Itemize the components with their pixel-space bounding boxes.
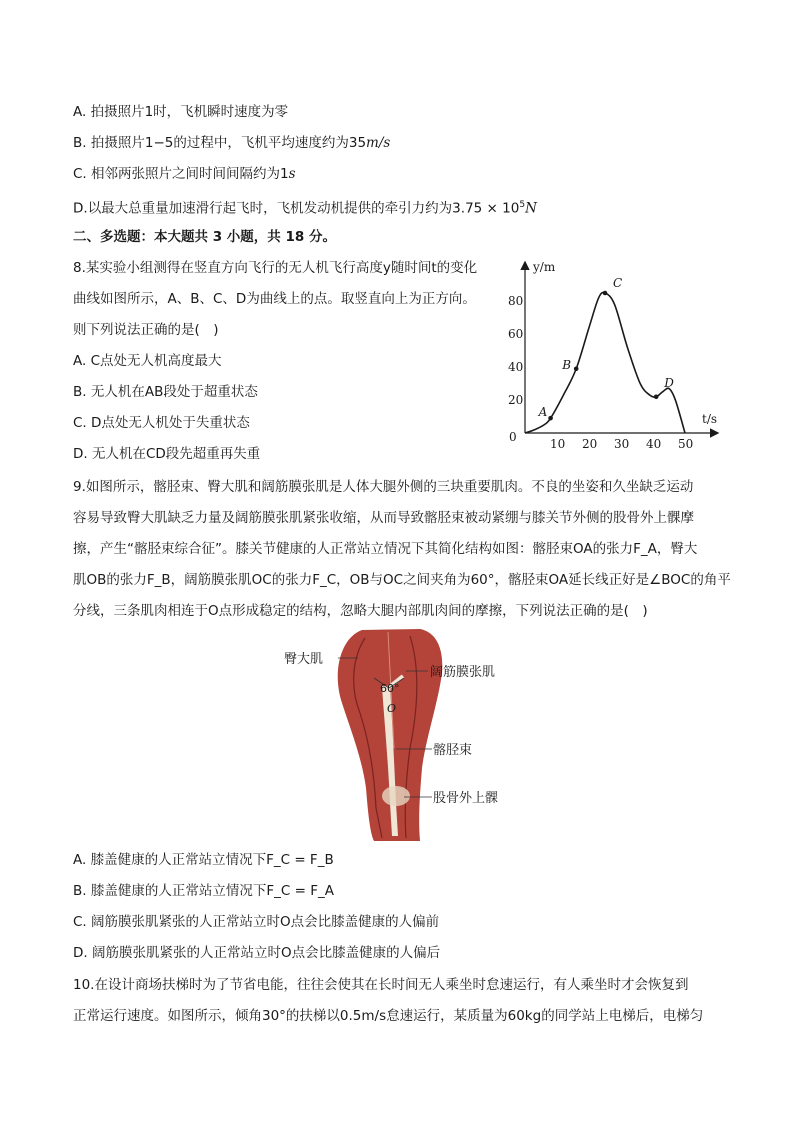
point-c-marker: [603, 291, 608, 296]
point-c-label: C: [613, 276, 623, 290]
q10-stem-line-1: 10.在设计商场扶梯时为了节省电能，往往会使其在长时间无人乘坐时怠速运行，有人乘坐时才会恢复到: [73, 977, 689, 993]
q7-option-d: D.以最大总重量加速滑行起飞时，飞机发动机提供的牵引力约为$3.75 \times 10^5N$: [73, 200, 537, 217]
point-o-label: O: [387, 702, 397, 715]
x-tick-label: 40: [646, 437, 662, 451]
q7-option-b: B. 拍摄照片1−5的过程中，飞机平均速度约为35m/s: [73, 135, 391, 151]
x-tick-label: 10: [550, 437, 566, 451]
q8-option-a: A. C点处无人机高度最大: [73, 353, 222, 369]
gluteus-label: 臀大肌: [284, 652, 324, 667]
point-a-label: A: [538, 405, 548, 420]
x-tick-label: 50: [678, 437, 694, 451]
x-tick-label: 30: [614, 437, 630, 451]
thigh-muscle-figure: [270, 628, 530, 843]
tensor-label: 阔筋膜张肌: [430, 665, 496, 680]
q8-stem-line-2: 曲线如图所示，A、B、C、D为曲线上的点。取竖直向上为正方向。: [73, 291, 476, 307]
origin-label: 0: [509, 430, 517, 444]
q8-option-d: D. 无人机在CD段先超重再失重: [73, 446, 261, 462]
point-b-marker: [574, 366, 579, 371]
q9-option-b: B. 膝盖健康的人正常站立情况下F_C = F_A: [73, 883, 334, 899]
y-tick-label: 60: [508, 327, 524, 342]
q9-stem-line-5: 分线，三条肌肉相连于O点形成稳定的结构，忽略大腿内部肌肉间的摩擦，下列说法正确的是( ): [73, 603, 648, 619]
x-tick-label: 20: [582, 437, 598, 451]
q9-stem-line-3: 擦，产生“髂胫束综合征”。膝关节健康的人正常站立情况下其简化结构如图：髂胫束OA的张力F_A，臀大: [73, 541, 698, 557]
section-title: 二、多选题：本大题共 3 小题，共 18 分。: [73, 229, 336, 245]
q9-stem-line-1: 9.如图所示，髂胫束、臀大肌和阔筋膜张肌是人体大腿外侧的三块重要肌肉。不良的坐姿和久坐缺乏运动: [73, 479, 694, 495]
q7-option-a: A. 拍摄照片1时，飞机瞬时速度为零: [73, 104, 289, 120]
x-axis-label: t/s: [702, 412, 718, 426]
q9-stem-line-4: 肌OB的张力F_B，阔筋膜张肌OC的张力F_C，OB与OC之间夹角为60°，髂胫束OA延长线正好是∠BOC的角平: [73, 572, 731, 588]
thigh-illustration: [338, 629, 443, 841]
point-b-label: B: [562, 357, 572, 372]
y-axis-label: y/m: [533, 260, 556, 274]
itband-label: 髂胫束: [433, 743, 473, 758]
angle-label: 60°: [380, 682, 400, 695]
point-d-marker: [654, 394, 659, 399]
y-tick-label: 80: [508, 294, 524, 309]
point-a-marker: [548, 416, 553, 421]
q9-option-a: A. 膝盖健康的人正常站立情况下F_C = F_B: [73, 852, 334, 868]
height-curve: [525, 292, 685, 433]
q7-option-c: C. 相邻两张照片之间时间间隔约为1s: [73, 166, 296, 182]
y-tick-label: 40: [508, 360, 524, 375]
q8-stem-line-3: 则下列说法正确的是( ): [73, 322, 219, 338]
q8-option-b: B. 无人机在AB段处于超重状态: [73, 384, 258, 400]
q9-stem-line-2: 容易导致臀大肌缺乏力量及阔筋膜张肌紧张收缩，从而导致髂胫束被动紧绷与膝关节外侧的股骨外上髁摩: [73, 510, 694, 526]
condyle-label: 股骨外上髁: [433, 791, 499, 806]
q10-stem-line-2: 正常运行速度。如图所示，倾角30°的扶梯以0.5m/s怠速运行，某质量为60kg的同学站上电梯后，电梯匀: [73, 1008, 704, 1024]
q9-option-d: D. 阔筋膜张肌紧张的人正常站立时O点会比膝盖健康的人偏后: [73, 945, 441, 961]
q8-option-c: C. D点处无人机处于失重状态: [73, 415, 250, 431]
q9-option-c: C. 阔筋膜张肌紧张的人正常站立时O点会比膝盖健康的人偏前: [73, 914, 440, 930]
height-time-graph: [495, 255, 725, 465]
y-tick-label: 20: [508, 393, 524, 408]
q8-stem-line-1: 8.某实验小组测得在竖直方向飞行的无人机飞行高度y随时间t的变化: [73, 260, 478, 276]
point-d-label: D: [664, 375, 674, 390]
